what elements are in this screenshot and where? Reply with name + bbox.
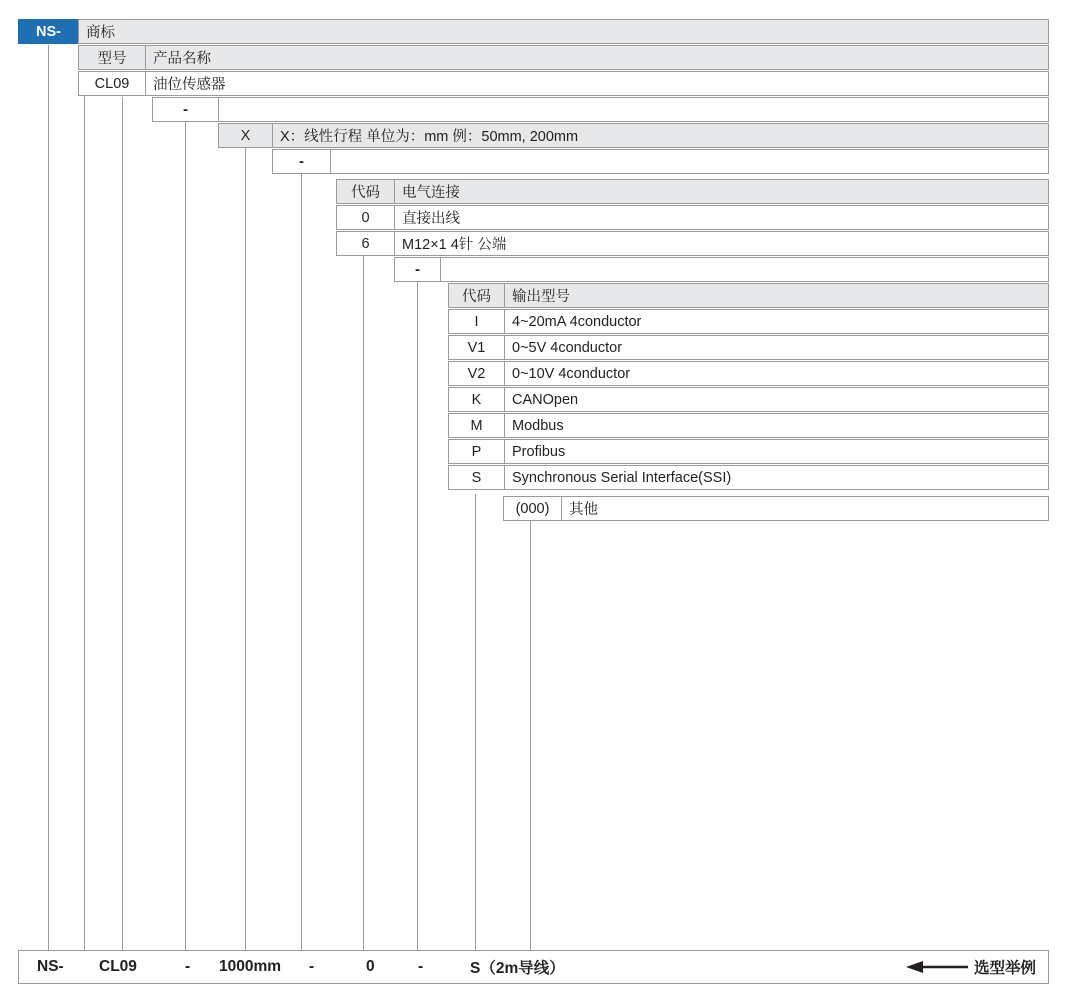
left-arrow-icon [906, 960, 968, 974]
drop-line-brand [48, 45, 49, 950]
output-option-label: 0~10V 4conductor [504, 361, 1049, 386]
row-electrical-header [336, 179, 1049, 204]
row-output-option [448, 387, 1049, 412]
output-option-code: K [448, 387, 504, 412]
drop-line-sep3 [417, 281, 418, 950]
output-option-code: P [448, 439, 504, 464]
row-output-option [448, 335, 1049, 360]
drop-line-other [530, 521, 531, 950]
separator-1-filler [218, 97, 1049, 122]
row-electrical-option [336, 205, 1049, 230]
stroke-label: X：线性行程 单位为：mm 例：50mm, 200mm [272, 123, 1049, 148]
row-model-value [78, 71, 1049, 96]
model-header-code: 型号 [78, 45, 145, 70]
example-part-dash3: - [418, 958, 424, 975]
row-output-option [448, 439, 1049, 464]
row-separator-3 [394, 257, 1049, 282]
electrical-header-label: 电气连接 [394, 179, 1049, 204]
model-header-label: 产品名称 [145, 45, 1049, 70]
electrical-option-label: 直接出线 [394, 205, 1049, 230]
row-output-option [448, 465, 1049, 490]
example-part-stroke: 1000mm [219, 958, 282, 975]
separator-2-filler [330, 149, 1049, 174]
output-option-label: Profibus [504, 439, 1049, 464]
other-option-code: (000) [503, 496, 561, 521]
separator-2-dash: - [272, 149, 330, 174]
output-option-code: V2 [448, 361, 504, 386]
separator-3-filler [440, 257, 1049, 282]
drop-line-model [84, 71, 85, 950]
example-note-label: 选型举例 [973, 960, 1036, 977]
row-output-option [448, 309, 1049, 334]
drop-line-stroke [245, 148, 246, 950]
row-brand [18, 19, 1049, 44]
row-output-option [448, 413, 1049, 438]
output-option-label: Modbus [504, 413, 1049, 438]
example-part-dash2: - [309, 958, 315, 975]
example-bar [18, 950, 1049, 984]
row-stroke [218, 123, 1049, 148]
brand-code: NS- [18, 19, 78, 44]
electrical-option-label: M12×1 4针 公端 [394, 231, 1049, 256]
example-note-group [906, 951, 1036, 983]
row-separator-2 [272, 149, 1049, 174]
example-part-output: S（2m导线） [470, 960, 565, 977]
example-part-electrical: 0 [366, 958, 375, 975]
example-part-model: CL09 [99, 958, 137, 975]
separator-1-dash: - [152, 97, 218, 122]
row-model-header [78, 45, 1049, 70]
row-output-option [448, 361, 1049, 386]
other-option-label: 其他 [561, 496, 1049, 521]
electrical-header-code: 代码 [336, 179, 394, 204]
model-value-code: CL09 [78, 71, 145, 96]
model-value-label: 油位传感器 [145, 71, 1049, 96]
example-part-dash1: - [185, 958, 191, 975]
output-option-code: V1 [448, 335, 504, 360]
drop-line-sep1 [185, 122, 186, 950]
example-part-brand: NS- [37, 958, 64, 975]
output-header-code: 代码 [448, 283, 504, 308]
drop-line-modelvalue [122, 97, 123, 950]
drop-line-sep2 [301, 174, 302, 950]
separator-3-dash: - [394, 257, 440, 282]
electrical-option-code: 6 [336, 231, 394, 256]
stroke-code: X [218, 123, 272, 148]
row-output-header [448, 283, 1049, 308]
output-option-label: 4~20mA 4conductor [504, 309, 1049, 334]
brand-label: 商标 [78, 19, 1049, 44]
output-option-label: CANOpen [504, 387, 1049, 412]
row-electrical-option [336, 231, 1049, 256]
output-option-code: S [448, 465, 504, 490]
output-option-label: 0~5V 4conductor [504, 335, 1049, 360]
output-option-label: Synchronous Serial Interface(SSI) [504, 465, 1049, 490]
row-other-option [503, 496, 1049, 521]
output-option-code: I [448, 309, 504, 334]
output-option-code: M [448, 413, 504, 438]
electrical-option-code: 0 [336, 205, 394, 230]
drop-line-elec [363, 256, 364, 950]
drop-line-output [475, 494, 476, 950]
row-separator-1 [152, 97, 1049, 122]
output-header-label: 输出型号 [504, 283, 1049, 308]
